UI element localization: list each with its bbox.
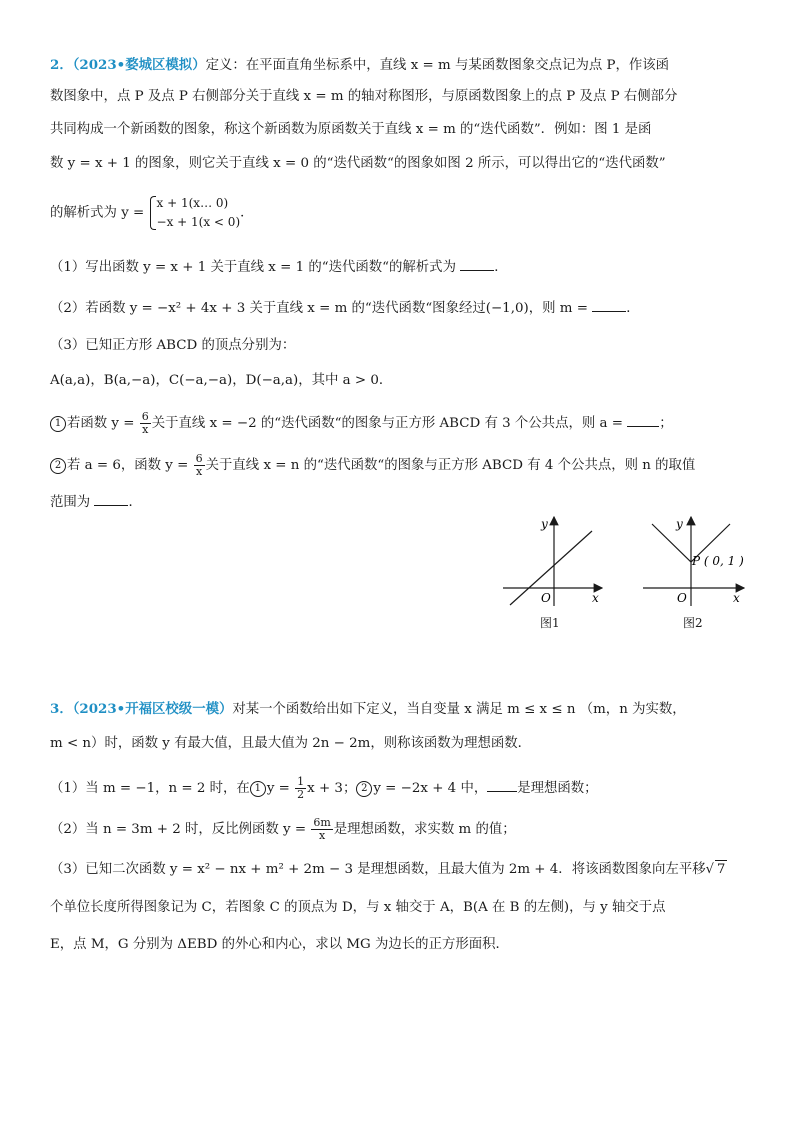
- fraction-numerator: 6m: [313, 816, 331, 829]
- fraction-numerator: 1: [297, 775, 305, 788]
- answer-blank: [627, 414, 659, 427]
- circled-number-2: 2: [356, 781, 372, 797]
- fraction: [311, 817, 332, 842]
- q2-line5-suffix: ．: [240, 205, 254, 221]
- q2-part-3: （3）已知正方形 ABCD 的顶点分别为：: [50, 338, 296, 353]
- q3-part-1-a: （1）当 m = −1，n = 2 时，在: [50, 781, 250, 796]
- q2-sub-2-a: 若 a = 6，函数 y =: [67, 458, 189, 473]
- q2-line-4: 数 y = x + 1 的图象，则它关于直线 x = 0 的“迭代函数“的图象如图 2 所示，可以得出它的“迭代函数”: [50, 156, 666, 171]
- q3-text-1: 对某一个函数给出如下定义，当自变量 x 满足 m ≤ x ≤ n （m，n 为实数，: [232, 702, 686, 717]
- fig2-point-label: P ( 0, 1 ): [692, 554, 744, 568]
- fig1-caption: 图1: [540, 616, 560, 630]
- q2-sub-2-end: ．: [128, 495, 142, 510]
- figure-2: [640, 512, 752, 610]
- fraction-denominator: x: [196, 465, 203, 478]
- q2-source: （2023•婺城区模拟）: [72, 57, 206, 73]
- answer-blank: [94, 493, 128, 506]
- answer-blank: [460, 258, 494, 271]
- q2-line-5: [50, 194, 750, 232]
- q3-source: （2023•开福区校级一模）: [72, 701, 233, 717]
- circled-number-1: 1: [250, 781, 266, 797]
- q2-line-3: 共同构成一个新函数的图象，称这个新函数为原函数关于直线 x = m 的“迭代函数”．例如：图 1 是函: [50, 122, 652, 137]
- fraction: [194, 453, 205, 478]
- q3-line-1: [50, 700, 750, 719]
- q2-sub-1-a: 若函数 y =: [67, 416, 135, 431]
- q3-part-2-b: 是理想函数，求实数 m 的值；: [333, 822, 516, 837]
- fig2-x-label: x: [733, 591, 740, 605]
- q2-sub-2-b: 关于直线 x = n 的“迭代函数“的图象与正方形 ABCD 有 4 个公共点，则 n 的取值: [205, 458, 696, 473]
- fig2-caption: 图2: [683, 616, 703, 630]
- fraction: [295, 776, 306, 801]
- q2-part-1: [50, 258, 750, 277]
- fraction-numerator: 6: [141, 410, 149, 423]
- answer-blank: [592, 299, 626, 312]
- q3-number: 3．: [50, 701, 73, 717]
- q3-part-3-a: （3）已知二次函数 y = x² − nx + m² + 2m − 3 是理想函数，且最大值为 2m + 4．将该函数图象向左平移: [50, 862, 706, 877]
- q2-sub-2-range-label: 范围为: [50, 495, 91, 510]
- q3-part-1-d: y = −2x + 4 中，: [373, 781, 488, 796]
- q3-part-1-b: y =: [266, 781, 290, 796]
- q3-part-1-e: 是理想函数；: [517, 781, 598, 796]
- q2-part-1-end: ．: [494, 260, 508, 275]
- q2-line-2: 数图象中，点 P 及点 P 右侧部分关于直线 x = m 的轴对称图形，与原函数图象上的点 P 及点 P 右侧部分: [50, 89, 678, 104]
- q2-sub-1-b: 关于直线 x = −2 的“迭代函数“的图象与正方形 ABCD 有 3 个公共点，则 a =: [151, 416, 623, 431]
- piece-bottom: −x + 1(x < 0): [156, 215, 241, 229]
- q2-line5-prefix: 的解析式为 y =: [50, 205, 145, 221]
- q2-sub-2-line-2: [50, 493, 750, 512]
- figure-1: [498, 512, 610, 610]
- fraction-numerator: 6: [195, 452, 203, 465]
- q3-part-1-c: x + 3；: [307, 781, 357, 796]
- q2-text-1: 定义：在平面直角坐标系中，直线 x = m 与某函数图象交点记为点 P，作该函: [205, 58, 670, 73]
- fig2-origin: O: [677, 591, 687, 605]
- fraction: [140, 411, 151, 436]
- q2-part-2: [50, 299, 750, 318]
- q3-part-3-line-3: E，点 M，G 分别为 ΔEBD 的外心和内心，求以 MG 为边长的正方形面积．: [50, 937, 509, 952]
- q3-part-2: [50, 817, 750, 842]
- fig1-y-label: y: [541, 517, 548, 531]
- q3-part-2-a: （2）当 n = 3m + 2 时，反比例函数 y =: [50, 822, 307, 837]
- circled-number-2: 2: [50, 458, 66, 474]
- q2-sub-1-end: ；: [659, 416, 673, 431]
- q2-part-1-text: （1）写出函数 y = x + 1 关于直线 x = 1 的“迭代函数“的解析式为: [50, 260, 456, 275]
- q2-sub-2: [50, 453, 750, 478]
- fig1-x-label: x: [592, 591, 599, 605]
- fraction-denominator: x: [318, 829, 326, 842]
- q3-part-3: [50, 860, 750, 879]
- q2-part-2-end: ．: [626, 301, 640, 316]
- answer-blank: [487, 779, 517, 792]
- q2-number: 2．: [50, 57, 73, 73]
- piece-top: x + 1(x… 0): [156, 196, 229, 210]
- q2-part-3-coords: A(a,a)，B(a,−a)，C(−a,−a)，D(−a,a)，其中 a > 0．: [50, 373, 393, 388]
- piecewise-brace: [149, 194, 241, 232]
- fraction-denominator: x: [142, 423, 149, 436]
- q2-line-1: [50, 56, 750, 75]
- fraction-denominator: 2: [297, 788, 305, 801]
- graph-line: [510, 531, 592, 605]
- q2-part-2-text: （2）若函数 y = −x² + 4x + 3 关于直线 x = m 的“迭代函数“图象经过(−1,0)，则 m =: [50, 301, 588, 316]
- q3-part-3-line-2: 个单位长度所得图象记为 C，若图象 C 的顶点为 D，与 x 轴交于 A，B(A 在 B 的左侧)，与 y 轴交于点: [50, 900, 666, 915]
- q3-part-1: [50, 776, 750, 801]
- sqrt-radicand: 7: [716, 862, 726, 877]
- circled-number-1: 1: [50, 416, 66, 432]
- fig1-origin: O: [541, 591, 551, 605]
- q3-line-2: m < n）时，函数 y 有最大值，且最大值为 2n − 2m，则称该函数为理想函数．: [50, 736, 532, 751]
- fig2-y-label: y: [676, 517, 683, 531]
- sqrt-icon: √: [705, 862, 714, 877]
- q2-sub-1: [50, 411, 750, 436]
